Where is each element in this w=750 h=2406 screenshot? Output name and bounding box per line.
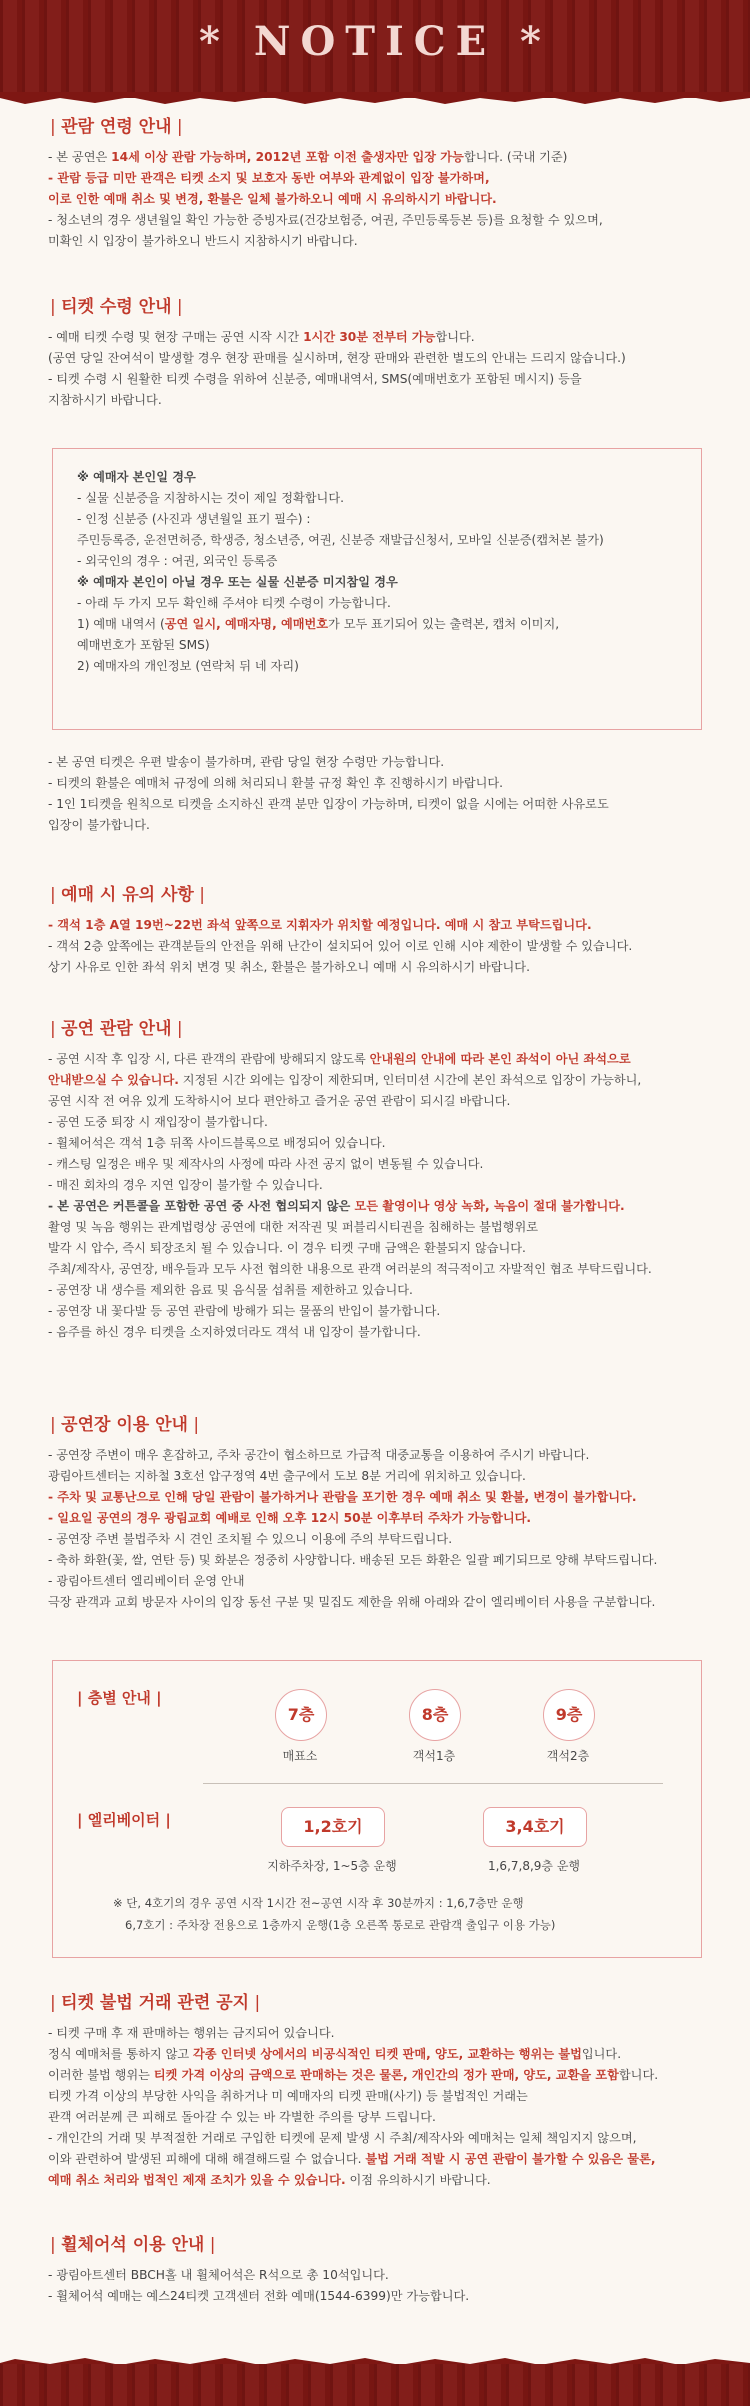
line-text: - 실물 신분증을 지참하시는 것이 제일 정확합니다. <box>77 491 344 505</box>
notice-line <box>77 572 604 593</box>
section-heading: | 예매 시 유의 사항 | <box>50 885 205 905</box>
section-ticket <box>48 292 708 411</box>
highlight-text: 1시간 30분 전부터 가능 <box>303 330 436 344</box>
highlight-text: 14세 이상 관람 가능하며, 2012년 포함 이전 출생자만 입장 가능 <box>111 150 464 164</box>
notice-line <box>48 2065 708 2086</box>
highlight-text: 이로 인한 예매 취소 및 변경, 환불은 일체 불가하오니 예매 시 유의하시기 바랍니다. <box>48 192 497 206</box>
notice-line <box>77 488 604 509</box>
notice-line <box>48 2286 708 2307</box>
notice-line <box>77 530 604 551</box>
line-text: 티켓 가격 이상의 부당한 사익을 취하거나 미 예매자의 티켓 판매(사기) 등 불법적인 거래는 <box>48 2089 528 2103</box>
notice-line <box>48 2044 708 2065</box>
line-text: - 광림아트센터 BBCH홀 내 휠체어석은 R석으로 총 10석입니다. <box>48 2268 389 2282</box>
line-text: 촬영 및 녹음 행위는 관계법령상 공연에 대한 저작권 및 퍼블리시티권을 침해하는 불법행위로 <box>48 1220 538 1234</box>
notice-line <box>77 656 604 677</box>
line-text: - 1인 1티켓을 원칙으로 티켓을 소지하신 관객 분만 입장이 가능하며, 티켓이 없을 시에는 어떠한 사유로도 <box>48 797 609 811</box>
highlight-text: 티켓 가격 이상의 금액으로 판매하는 것은 물론, 개인간의 정가 판매, 양도, 교환을 포함 <box>153 2068 619 2082</box>
highlight-text: 모든 촬영이나 영상 녹화, 녹음이 절대 불가합니다. <box>354 1199 625 1213</box>
floor-label: 객석2층 <box>546 1749 590 1763</box>
line-text: 합니다. (국내 기준) <box>463 150 568 164</box>
notice-line <box>48 210 708 231</box>
line-text: - 인정 신분증 (사진과 생년월일 표기 필수) : <box>77 512 311 526</box>
highlight-text: 공연 일시, 예매자명, 예매번호 <box>164 617 329 631</box>
notice-line <box>77 467 604 488</box>
notice-line <box>48 1259 708 1280</box>
notice-line <box>77 551 604 572</box>
notice-line <box>48 1196 708 1217</box>
torn-edge-top <box>0 92 750 106</box>
section-heading: | 휠체어석 이용 안내 | <box>50 2235 216 2255</box>
line-text: - 본 공연 티켓은 우편 발송이 불가하며, 관람 당일 현장 수령만 가능합니다. <box>48 755 445 769</box>
line-text: - 공연장 주변이 매우 혼잡하고, 주차 공간이 협소하므로 가급적 대중교통을 이용하여 주시기 바랍니다. <box>48 1448 590 1462</box>
section-venue <box>48 1410 708 1613</box>
notice-line <box>48 1133 708 1154</box>
line-text: - 개인간의 거래 및 부적절한 거래로 구입한 티켓에 문제 발생 시 주최/제작사와 예매처는 일체 책임지지 않으며, <box>48 2131 637 2145</box>
line-text: 입니다. <box>581 2047 622 2061</box>
line-text: 이점 유의하시기 바랍니다. <box>345 2173 491 2187</box>
notice-line <box>48 1466 708 1487</box>
line-text: 1) 예매 내역서 ( <box>77 617 165 631</box>
highlight-text: 예매 취소 처리와 법적인 제재 조치가 있을 수 있습니다. <box>48 2173 346 2187</box>
notice-line <box>48 327 708 348</box>
line-text: - 캐스팅 일정은 배우 및 제작사의 사정에 따라 사전 공지 없이 변동될 수 있습니다. <box>48 1157 484 1171</box>
line-text: 가 모두 표기되어 있는 출력본, 캡처 이미지, <box>328 617 560 631</box>
elevator-info-box <box>52 1660 702 1958</box>
line-text: 극장 관객과 교회 방문자 사이의 입장 동선 구분 및 밀집도 제한을 위해 아래와 같이 엘리베이터 사용을 구분합니다. <box>48 1595 656 1609</box>
line-text: (공연 당일 잔여석이 발생할 경우 현장 판매를 실시하며, 현장 판매와 관련한 별도의 안내는 드리지 않습니다.) <box>48 351 626 365</box>
highlight-text: 불법 거래 적발 시 공연 관람이 불가할 수 있음은 물론, <box>365 2152 656 2166</box>
line-text: - 휠체어석 예매는 예스24티켓 고객센터 전화 예매(1544-6399)만 가능합니다. <box>48 2289 470 2303</box>
highlight-text: 안내받으실 수 있습니다. <box>48 1073 179 1087</box>
floors-heading: | 층별 안내 | <box>77 1689 162 1707</box>
line-text: - 음주를 하신 경우 티켓을 소지하였더라도 객석 내 입장이 불가합니다. <box>48 1325 421 1339</box>
notice-line <box>48 2265 708 2286</box>
notice-banner <box>0 0 750 98</box>
notice-line <box>48 348 708 369</box>
notice-line <box>48 1049 708 1070</box>
elevator-badge: 1,2호기 <box>281 1807 385 1847</box>
notice-line <box>48 1550 708 1571</box>
notice-line <box>77 635 604 656</box>
line-text: - 예매 티켓 수령 및 현장 구매는 공연 시작 시간 <box>48 330 304 344</box>
elevator-label: 1,6,7,8,9층 운행 <box>487 1859 581 1873</box>
line-text: 관객 여러분께 큰 피해로 돌아갈 수 있는 바 각별한 주의를 당부 드립니다. <box>48 2110 436 2124</box>
notice-line <box>48 752 708 773</box>
id-requirements-box <box>52 448 702 730</box>
notice-line <box>48 1280 708 1301</box>
highlight-text: - 관람 등급 미만 관객은 티켓 소지 및 보호자 동반 여부와 관계없이 입장 불가하며, <box>48 171 490 185</box>
line-text: - 아래 두 가지 모두 확인해 주셔야 티켓 수령이 가능합니다. <box>77 596 391 610</box>
elevator-label: 지하주차장, 1~5층 운행 <box>267 1859 397 1873</box>
notice-line <box>48 231 708 252</box>
line-text: 이와 관련하여 발생된 피해에 대해 해결해드릴 수 없습니다. <box>48 2152 366 2166</box>
section-viewing <box>48 1014 708 1343</box>
floor-label: 매표소 <box>282 1749 318 1763</box>
section-booking <box>48 880 708 978</box>
line-text: - 휠체어석은 객석 1층 뒤쪽 사이드블록으로 배정되어 있습니다. <box>48 1136 386 1150</box>
line-text: 합니다. <box>435 330 475 344</box>
notice-line <box>48 390 708 411</box>
notice-line <box>48 1217 708 1238</box>
line-text: 예매번호가 포함된 SMS) <box>77 638 210 652</box>
notice-line <box>48 2107 708 2128</box>
section-heading: | 공연 관람 안내 | <box>50 1019 183 1039</box>
line-text: - 본 공연은 <box>48 150 112 164</box>
section-heading: | 티켓 불법 거래 관련 공지 | <box>50 1993 261 2013</box>
line-text: 발각 시 압수, 즉시 퇴장조치 될 수 있습니다. 이 경우 티켓 구매 금액은 환불되지 않습니다. <box>48 1241 526 1255</box>
section-heading: | 관람 연령 안내 | <box>50 117 183 137</box>
notice-line <box>48 1175 708 1196</box>
line-text: - 광림아트센터 엘리베이터 운영 안내 <box>48 1574 245 1588</box>
notice-line <box>48 189 708 210</box>
notice-line <box>48 957 708 978</box>
notice-line <box>48 1154 708 1175</box>
line-text: - 티켓 수령 시 원활한 티켓 수령을 위하여 신분증, 예매내역서, SMS(예매번호가 포함된 메시지) 등을 <box>48 372 582 386</box>
line-text: 주최/제작사, 공연장, 배우들과 모두 사전 협의한 내용으로 관객 여러분의 적극적이고 자발적인 협조 부탁드립니다. <box>48 1262 652 1276</box>
floor-badge: 8층 <box>409 1689 461 1741</box>
notice-line <box>48 2170 708 2191</box>
notice-line <box>48 147 708 168</box>
line-text: - 매진 회차의 경우 지연 입장이 불가할 수 있습니다. <box>48 1178 323 1192</box>
notice-line <box>48 1322 708 1343</box>
line-text: - 공연장 내 꽃다발 등 공연 관람에 방해가 되는 물품의 반입이 불가합니다. <box>48 1304 441 1318</box>
line-text: 입장이 불가합니다. <box>48 818 150 832</box>
floor-label: 객석1층 <box>412 1749 456 1763</box>
notice-line <box>48 369 708 390</box>
notice-line <box>48 815 708 836</box>
section-wheelchair <box>48 2230 708 2307</box>
line-text: 미확인 시 입장이 불가하오니 반드시 지참하시기 바랍니다. <box>48 234 358 248</box>
line-text: 이러한 불법 행위는 <box>48 2068 154 2082</box>
notice-line <box>48 1592 708 1613</box>
section-ticket-after <box>48 752 708 836</box>
line-text: - 본 공연은 커튼콜을 포함한 공연 중 사전 협의되지 않은 <box>48 1199 355 1213</box>
line-text: - 외국인의 경우 : 여권, 외국인 등록증 <box>77 554 278 568</box>
line-text: 지정된 시간 외에는 입장이 제한되며, 인터미션 시간에 본인 좌석으로 입장이 가능하니, <box>178 1073 642 1087</box>
highlight-text: - 일요일 공연의 경우 광림교회 예배로 인해 오후 12시 50분 이후부터 주차가 가능합니다. <box>48 1511 532 1525</box>
line-text: - 티켓 구매 후 재 판매하는 행위는 금지되어 있습니다. <box>48 2026 335 2040</box>
line-text: 합니다. <box>618 2068 659 2082</box>
notice-line <box>48 1445 708 1466</box>
notice-line <box>77 593 604 614</box>
line-text: - 공연장 내 생수를 제외한 음료 및 음식물 섭취를 제한하고 있습니다. <box>48 1283 413 1297</box>
notice-line <box>48 794 708 815</box>
notice-line <box>77 614 604 635</box>
elevator-note: ※ 단, 4호기의 경우 공연 시작 1시간 전~공연 시작 후 30분까지 : 1,6,7층만 운행 <box>113 1896 524 1910</box>
section-heading: | 공연장 이용 안내 | <box>50 1415 200 1435</box>
floor-badge: 7층 <box>275 1689 327 1741</box>
line-text: - 청소년의 경우 생년월일 확인 가능한 증빙자료(건강보험증, 여권, 주민등록등본 등)를 요청할 수 있으며, <box>48 213 603 227</box>
line-text: 상기 사유로 인한 좌석 위치 변경 및 취소, 환불은 불가하오니 예매 시 유의하시기 바랍니다. <box>48 960 530 974</box>
line-text: 지참하시기 바랍니다. <box>48 393 162 407</box>
highlight-text: - 주차 및 교통난으로 인해 당일 관람이 불가하거나 관람을 포기한 경우 예매 취소 및 환불, 변경이 불가합니다. <box>48 1490 637 1504</box>
notice-line <box>48 1070 708 1091</box>
line-text: - 공연장 주변 불법주차 시 견인 조치될 수 있으니 이용에 주의 부탁드립니다. <box>48 1532 453 1546</box>
elevator-badge: 3,4호기 <box>483 1807 587 1847</box>
elevator-note: 6,7호기 : 주차장 전용으로 1층까지 운행(1층 오른쪽 통로로 관람객 출입구 이용 가능) <box>125 1918 556 1932</box>
highlight-text: 안내원의 안내에 따라 본인 좌석이 아닌 좌석으로 <box>369 1052 631 1066</box>
line-text: - 티켓의 환불은 예매처 규정에 의해 처리되니 환불 규정 확인 후 진행하시기 바랍니다. <box>48 776 504 790</box>
line-text: - 축하 화환(꽃, 쌀, 연탄 등) 및 화분은 정중히 사양합니다. 배송된 모든 화환은 일괄 폐기되므로 양해 부탁드립니다. <box>48 1553 658 1567</box>
notice-line <box>48 1112 708 1133</box>
notice-line <box>48 2023 708 2044</box>
footer-band <box>0 2364 750 2406</box>
line-text: - 공연 시작 후 입장 시, 다른 관객의 관람에 방해되지 않도록 <box>48 1052 370 1066</box>
notice-line <box>48 915 708 936</box>
line-text: - 객석 2층 앞쪽에는 관객분들의 안전을 위해 난간이 설치되어 있어 이로 인해 시야 제한이 발생할 수 있습니다. <box>48 939 633 953</box>
section-age <box>48 112 708 252</box>
notice-line <box>48 1571 708 1592</box>
line-text: 주민등록증, 운전면허증, 학생증, 청소년증, 여권, 신분증 재발급신청서, 모바일 신분증(캡처본 불가) <box>77 533 604 547</box>
section-heading: | 티켓 수령 안내 | <box>50 297 183 317</box>
divider <box>203 1783 663 1784</box>
notice-line <box>77 509 604 530</box>
line-text: ※ 예매자 본인이 아닐 경우 또는 실물 신분증 미지참일 경우 <box>77 575 398 589</box>
notice-title: * NOTICE * <box>199 18 551 65</box>
notice-line <box>48 1238 708 1259</box>
highlight-text: - 객석 1층 A열 19번~22번 좌석 앞쪽으로 지휘자가 위치할 예정입니다. 예매 시 참고 부탁드립니다. <box>48 918 592 932</box>
notice-line <box>48 1091 708 1112</box>
notice-line <box>48 1487 708 1508</box>
highlight-text: 각종 인터넷 상에서의 비공식적인 티켓 판매, 양도, 교환하는 행위는 불법 <box>193 2047 582 2061</box>
notice-line <box>48 2086 708 2107</box>
line-text: - 공연 도중 퇴장 시 재입장이 불가합니다. <box>48 1115 268 1129</box>
notice-line <box>48 773 708 794</box>
line-text: 광림아트센터는 지하철 3호선 압구정역 4번 출구에서 도보 8분 거리에 위치하고 있습니다. <box>48 1469 526 1483</box>
line-text: 2) 예매자의 개인정보 (연락처 뒤 네 자리) <box>77 659 299 673</box>
line-text: ※ 예매자 본인일 경우 <box>77 470 196 484</box>
line-text: 공연 시작 전 여유 있게 도착하시어 보다 편안하고 즐거운 공연 관람이 되시길 바랍니다. <box>48 1094 511 1108</box>
notice-line <box>48 1529 708 1550</box>
notice-line <box>48 1301 708 1322</box>
notice-line <box>48 2149 708 2170</box>
notice-line <box>48 168 708 189</box>
line-text: 정식 예매처를 통하지 않고 <box>48 2047 194 2061</box>
floor-badge: 9층 <box>543 1689 595 1741</box>
elevator-heading: | 엘리베이터 | <box>77 1811 171 1829</box>
notice-line <box>48 2128 708 2149</box>
notice-line <box>48 936 708 957</box>
section-illegal <box>48 1988 708 2191</box>
notice-line <box>48 1508 708 1529</box>
